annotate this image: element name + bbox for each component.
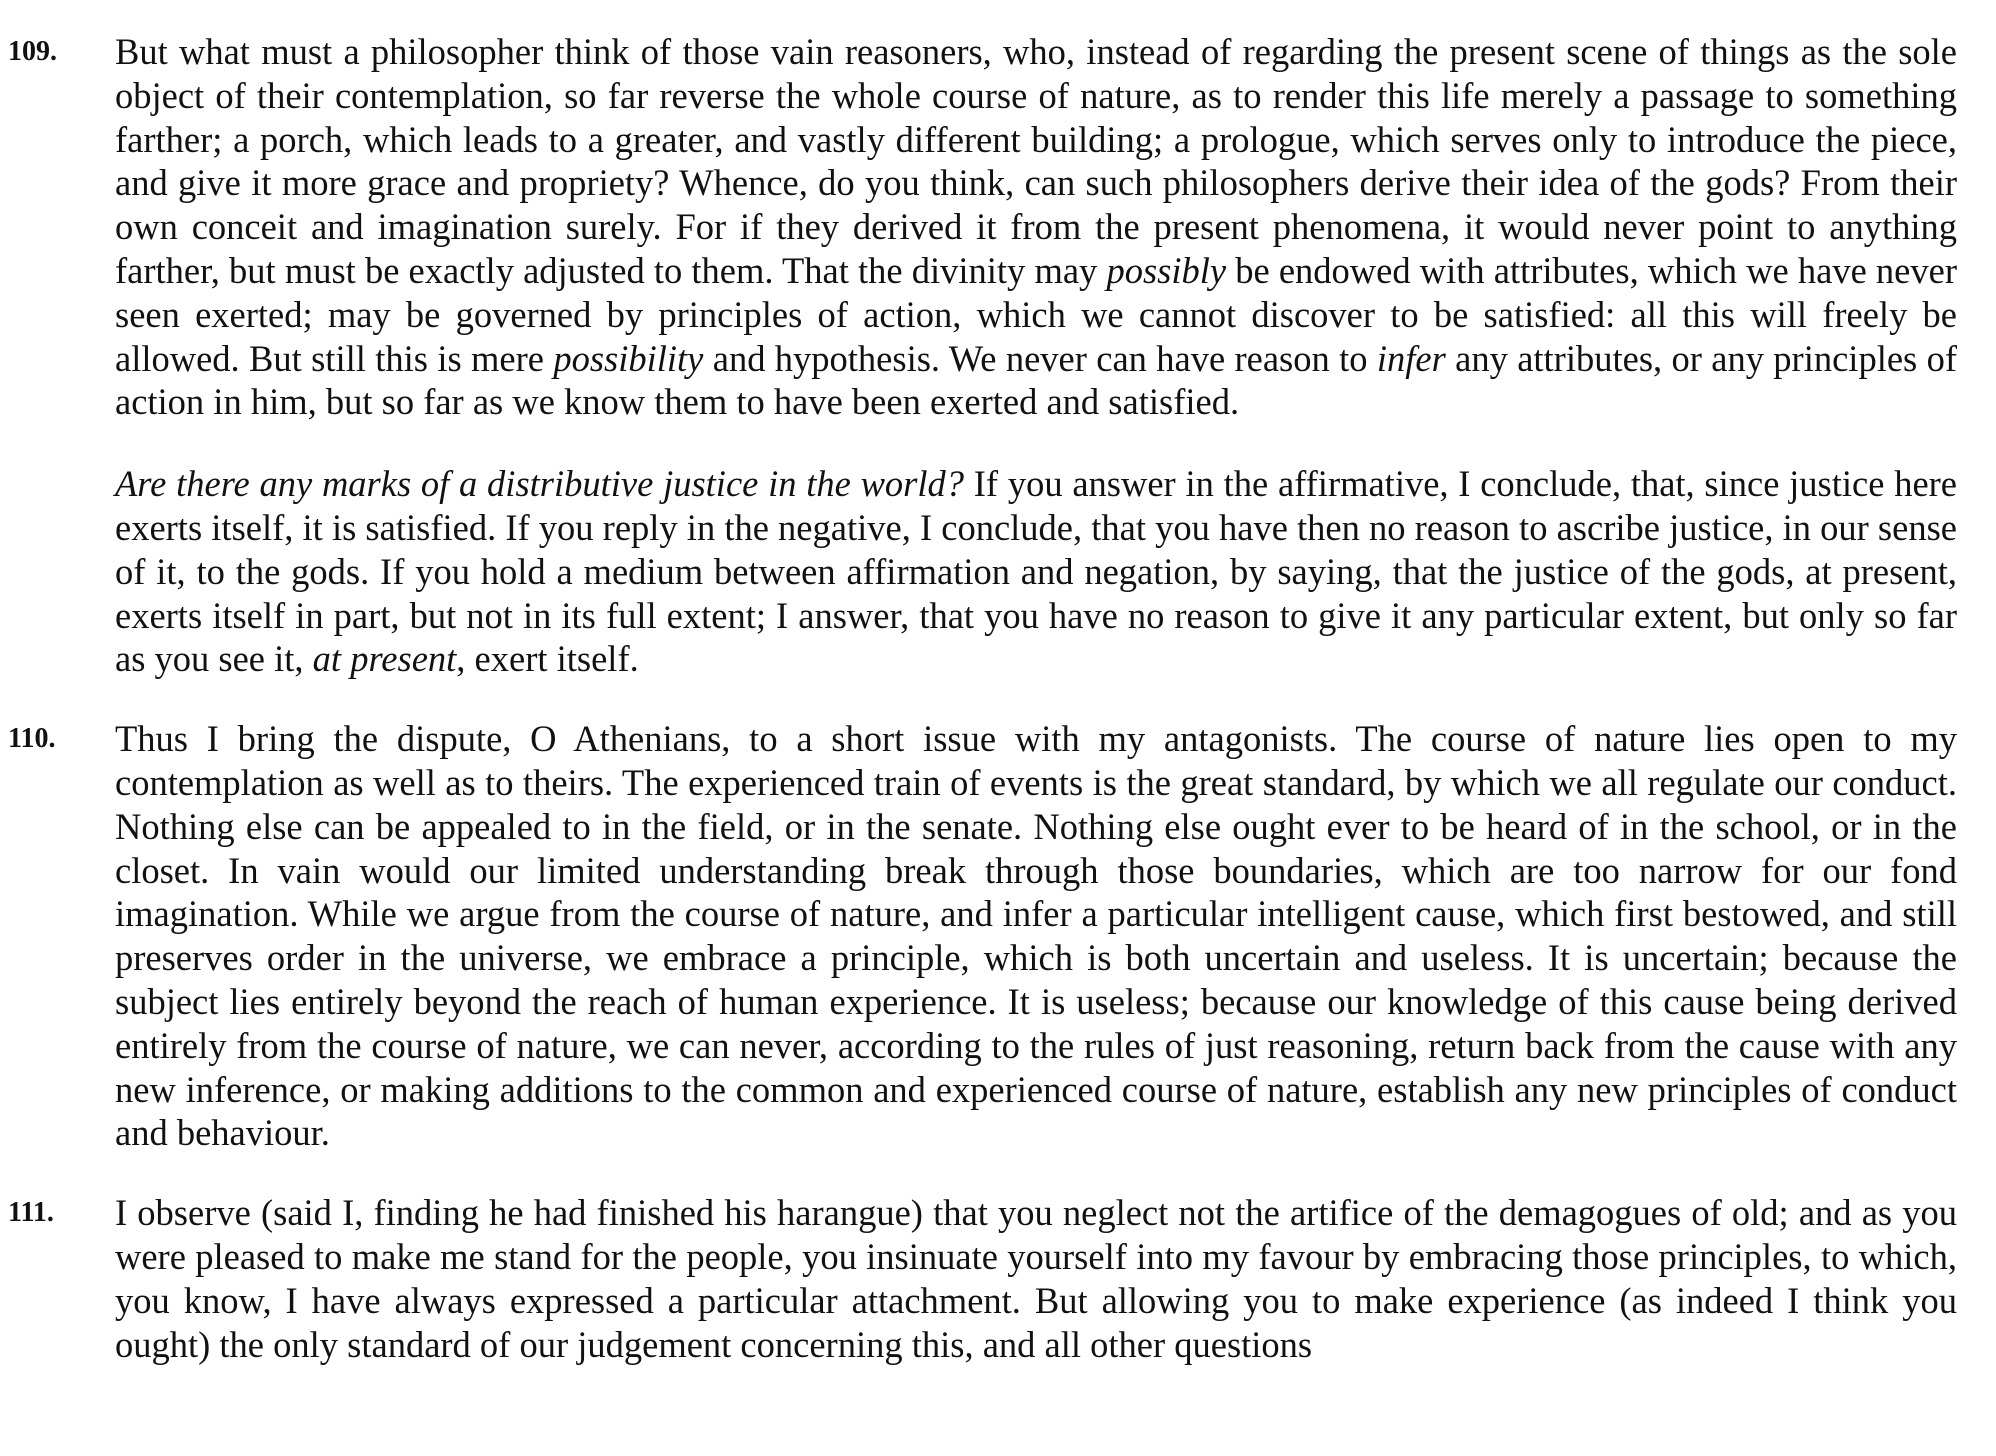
paragraph-spacer: [0, 424, 1996, 462]
text-run: , exert itself.: [456, 638, 639, 680]
italic-run: at present: [312, 638, 457, 680]
italic-run: possibly: [1106, 249, 1227, 291]
text-run: be endowed with attributes, which we have never seen exerted; may be governed by principles of action, which we cannot discover to be satisfied: all this will freely be allowed. But still this is mere: [115, 249, 1957, 379]
section-111-paragraph: [0, 1191, 1957, 1366]
italic-run: Are there any marks of a distributive justice in the world?: [115, 463, 965, 505]
italic-run: infer: [1376, 337, 1446, 379]
text-run: any attributes, or any principles of action in him, but so far as we know them to have been exerted and satisfied.: [115, 337, 1958, 423]
italic-run: possibility: [553, 337, 704, 379]
section-number: 111.: [8, 1197, 54, 1229]
paragraph-spacer: [0, 1155, 1996, 1191]
section-109-paragraph-2: [0, 462, 1957, 681]
document-page: [0, 30, 1996, 1366]
paragraph-spacer: [0, 681, 1996, 717]
section-number: 109.: [8, 36, 57, 67]
text-run: But what must a philosopher think of those vain reasoners, who, instead of regarding the present scene of things as the sole object of their contemplation, so far reverse the whole course of nature, as to render this life merely a passage to something farther; a porch, which leads to a greater, and vastly different building; a prologue, which serves only to introduce the piece, and give it more grace and propriety? Whence, do you think, can such philosophers derive their idea of the gods? From their own conceit and imagination surely. For if they derived it from the present phenomena, it would never point to anything farther, but must be exactly adjusted to them. That the divinity may: [115, 31, 1957, 291]
text-run: I observe (said I, finding he had finished his harangue) that you neglect not the artifice of the demagogues of old; and as you were pleased to make me stand for the people, you insinuate yourself into my favour by embracing those principles, to which, you know, I have always expressed a particular attachment. But allowing you to make experience (as indeed I think you ought) the only standard of our judgement concerning this, and all other questions: [115, 1192, 1957, 1365]
text-run: and hypothesis. We never can have reason to: [703, 337, 1377, 379]
section-number: 110.: [8, 723, 56, 755]
text-run: If you answer in the affirmative, I conclude, that, since justice here exerts itself, it is satisfied. If you reply in the negative, I conclude, that you have then no reason to ascribe justice, in our sense of it, to the gods. If you hold a medium between affirmation and negation, by saying, that the justice of the gods, at present, exerts itself in part, but not in its full extent; I answer, that you have no reason to give it any particular extent, but only so far as you see it,: [115, 463, 1958, 680]
text-run: Thus I bring the dispute, O Athenians, to a short issue with my antagonists. The course of nature lies open to my contemplation as well as to theirs. The experienced train of events is the great standard, by which we all regulate our conduct. Nothing else can be appealed to in the field, or in the senate. Nothing else ought ever to be heard of in the school, or in the closet. In vain would our limited understanding break through those boundaries, which are too narrow for our fond imagination. While we argue from the course of nature, and infer a particular intelligent cause, which first bestowed, and still preserves order in the universe, we embrace a principle, which is both uncertain and useless. It is uncertain; because the subject lies entirely beyond the reach of human experience. It is useless; because our knowledge of this cause being derived entirely from the course of nature, we can never, according to the rules of just reasoning, return back from the cause with any new inference, or making additions to the common and experienced course of nature, establish any new principles of conduct and behaviour.: [115, 718, 1957, 1154]
section-109-paragraph-1: [0, 30, 1957, 424]
section-110-paragraph: [0, 717, 1957, 1155]
